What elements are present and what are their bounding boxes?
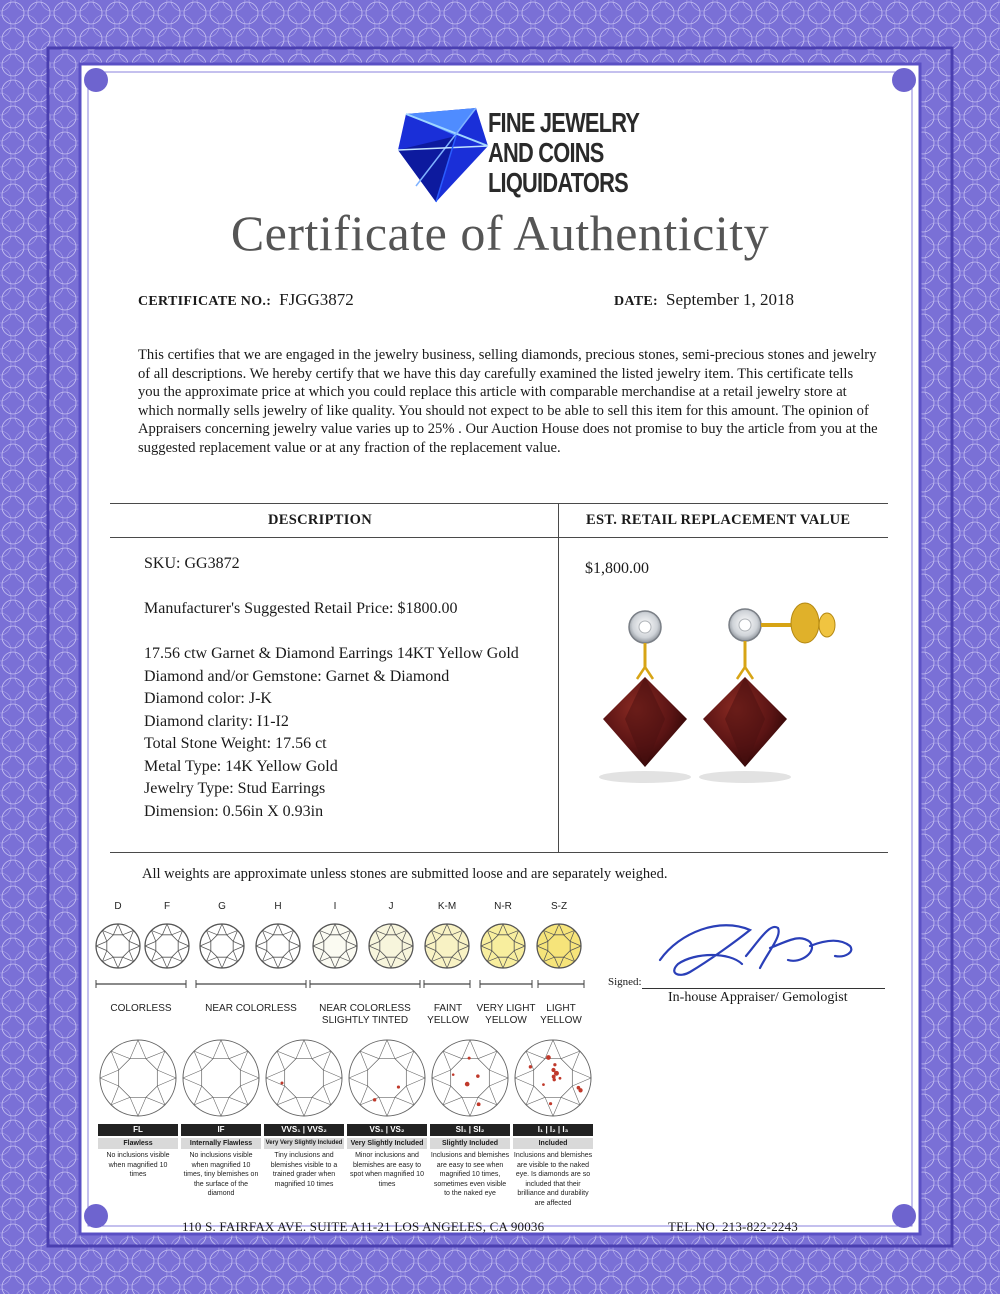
clarity-description: Minor inclusions and blemishes are easy to spot when magnified 10 times (350, 1152, 424, 1188)
color-grade-label: K-M (437, 901, 457, 912)
color-grade-label: G (218, 901, 226, 912)
inclusion-mark (553, 1063, 556, 1066)
inclusion-mark (549, 1102, 552, 1105)
inclusion-mark (529, 1065, 532, 1068)
certification-statement: This certifies that we are engaged in the jewelry business, selling diamonds, precious stones, semi-precious stones and jewelry of all descriptions. We hereby certify that we have this day carefully examined the listed jewelry item. This certificate tells you the approximate price at which you could replace this article with comparable merchandise at a retail jewelry store at which normally sells jewelry of like quality. You should not expect to be able to sell this item for this amount. The opinion of Appraisers concerning jewelry value varies up to 25% . Our Auction House does not promise to buy the article from you at the suggested replacement value or at any fraction of the replacement value. (138, 347, 878, 456)
page-title: Certificate of Authenticity (230, 205, 770, 261)
footer-address: 110 S. FAIRFAX AVE. SUITE A11-21 LOS ANGELES, CA 90036 (182, 1219, 545, 1234)
inclusion-mark (373, 1098, 376, 1101)
brand-line-3: LIQUIDATORS (488, 167, 628, 198)
description-header: DESCRIPTION (268, 512, 373, 528)
color-grade-label: N-R (494, 901, 512, 912)
clarity-name: Included (513, 1138, 593, 1149)
footer-phone: TEL.NO. 213-822-2243 (668, 1219, 799, 1234)
color-grade-label: F (163, 901, 171, 912)
inclusion-mark (553, 1078, 556, 1081)
color-category-label: LIGHT YELLOW (540, 1003, 582, 1026)
clarity-code: SI₁ | SI₂ (430, 1124, 510, 1136)
detail-line: Diamond and/or Gemstone: Garnet & Diamond (144, 668, 450, 685)
clarity-code: FL (98, 1124, 178, 1136)
clarity-name: Slightly Included (430, 1138, 510, 1149)
inclusion-mark (551, 1068, 555, 1072)
color-category-label: VERY LIGHT YELLOW (476, 1003, 536, 1026)
clarity-name: Internally Flawless (181, 1138, 261, 1149)
inclusion-mark (559, 1077, 562, 1080)
detail-line: Jewelry Type: Stud Earrings (144, 780, 326, 797)
clarity-description: Tiny inclusions and blemishes visible to a trained grader when magnified 10 times (270, 1152, 338, 1188)
brand-line-2: AND COINS (488, 137, 604, 168)
weights-note: All weights are approximate unless stones are submitted loose and are separately weighed. (142, 866, 668, 882)
clarity-description: Inclusions and blemishes are easy to see when magnified 10 times, sometimes even visible to the naked eye (430, 1152, 510, 1197)
inclusion-mark (542, 1083, 545, 1086)
clarity-description: No inclusions visible when magnified 10 times (106, 1152, 170, 1178)
value-header: EST. RETAIL REPLACEMENT VALUE (586, 512, 851, 528)
color-grade-label: J (388, 901, 394, 912)
clarity-description: Inclusions and blemishes are visible to the naked eye. Is diamonds are so included that their brilliance and durability are affected (513, 1152, 593, 1207)
brand-line-1: FINE JEWELRY (488, 107, 640, 138)
detail-line: Dimension: 0.56in X 0.93in (144, 803, 324, 820)
color-category-label: COLORLESS (110, 1003, 172, 1014)
replacement-value: $1,800.00 (585, 560, 649, 577)
signature-line (642, 988, 885, 989)
clarity-code: IF (181, 1124, 261, 1136)
color-grade-label: I (333, 901, 337, 912)
detail-line: Diamond clarity: I1-I2 (144, 713, 289, 730)
sku: SKU: GG3872 (144, 555, 240, 572)
clarity-code: I₁ | I₂ | I₃ (513, 1124, 593, 1136)
inclusion-mark (477, 1102, 481, 1106)
certificate-number-label: CERTIFICATE NO.: (138, 294, 272, 309)
inclusion-mark (468, 1057, 471, 1060)
date-label: DATE: (614, 294, 659, 309)
inclusion-mark (476, 1074, 480, 1078)
clarity-code: VVS₁ | VVS₂ (264, 1124, 344, 1136)
signer-role: In-house Appraiser/ Gemologist (668, 990, 848, 1005)
color-category-label: FAINT YELLOW (427, 1003, 469, 1026)
inclusion-mark (452, 1073, 455, 1076)
color-grade-label: S-Z (550, 901, 568, 912)
inclusion-mark (280, 1082, 283, 1085)
clarity-name: Very Very Slightly Included (264, 1138, 344, 1149)
color-category-label: NEAR COLORLESS (205, 1003, 297, 1014)
color-category-label: NEAR COLORLESS SLIGHTLY TINTED (319, 1003, 411, 1026)
clarity-code: VS₁ | VS₂ (347, 1124, 427, 1136)
inclusion-mark (546, 1055, 551, 1060)
detail-line: Total Stone Weight: 17.56 ct (144, 735, 327, 752)
color-grade-label: H (274, 901, 282, 912)
inclusion-mark (577, 1086, 581, 1090)
clarity-name: Flawless (98, 1138, 178, 1149)
date-value: September 1, 2018 (666, 290, 794, 309)
color-grade-label: D (114, 901, 122, 912)
detail-line: 17.56 ctw Garnet & Diamond Earrings 14KT Yellow Gold (144, 645, 519, 662)
signed-label: Signed: (608, 976, 642, 988)
inclusion-mark (397, 1085, 400, 1088)
detail-line: Diamond color: J-K (144, 690, 272, 707)
clarity-name: Very Slightly Included (347, 1138, 427, 1149)
certificate-number-value: FJGG3872 (279, 290, 354, 309)
handwritten-signature (650, 912, 865, 982)
detail-line: Metal Type: 14K Yellow Gold (144, 758, 338, 775)
msrp: Manufacturer's Suggested Retail Price: $1800.00 (144, 600, 458, 617)
clarity-description: No inclusions visible when magnified 10 times, tiny blemishes on the surface of the diamond (183, 1152, 259, 1197)
inclusion-mark (465, 1082, 470, 1087)
